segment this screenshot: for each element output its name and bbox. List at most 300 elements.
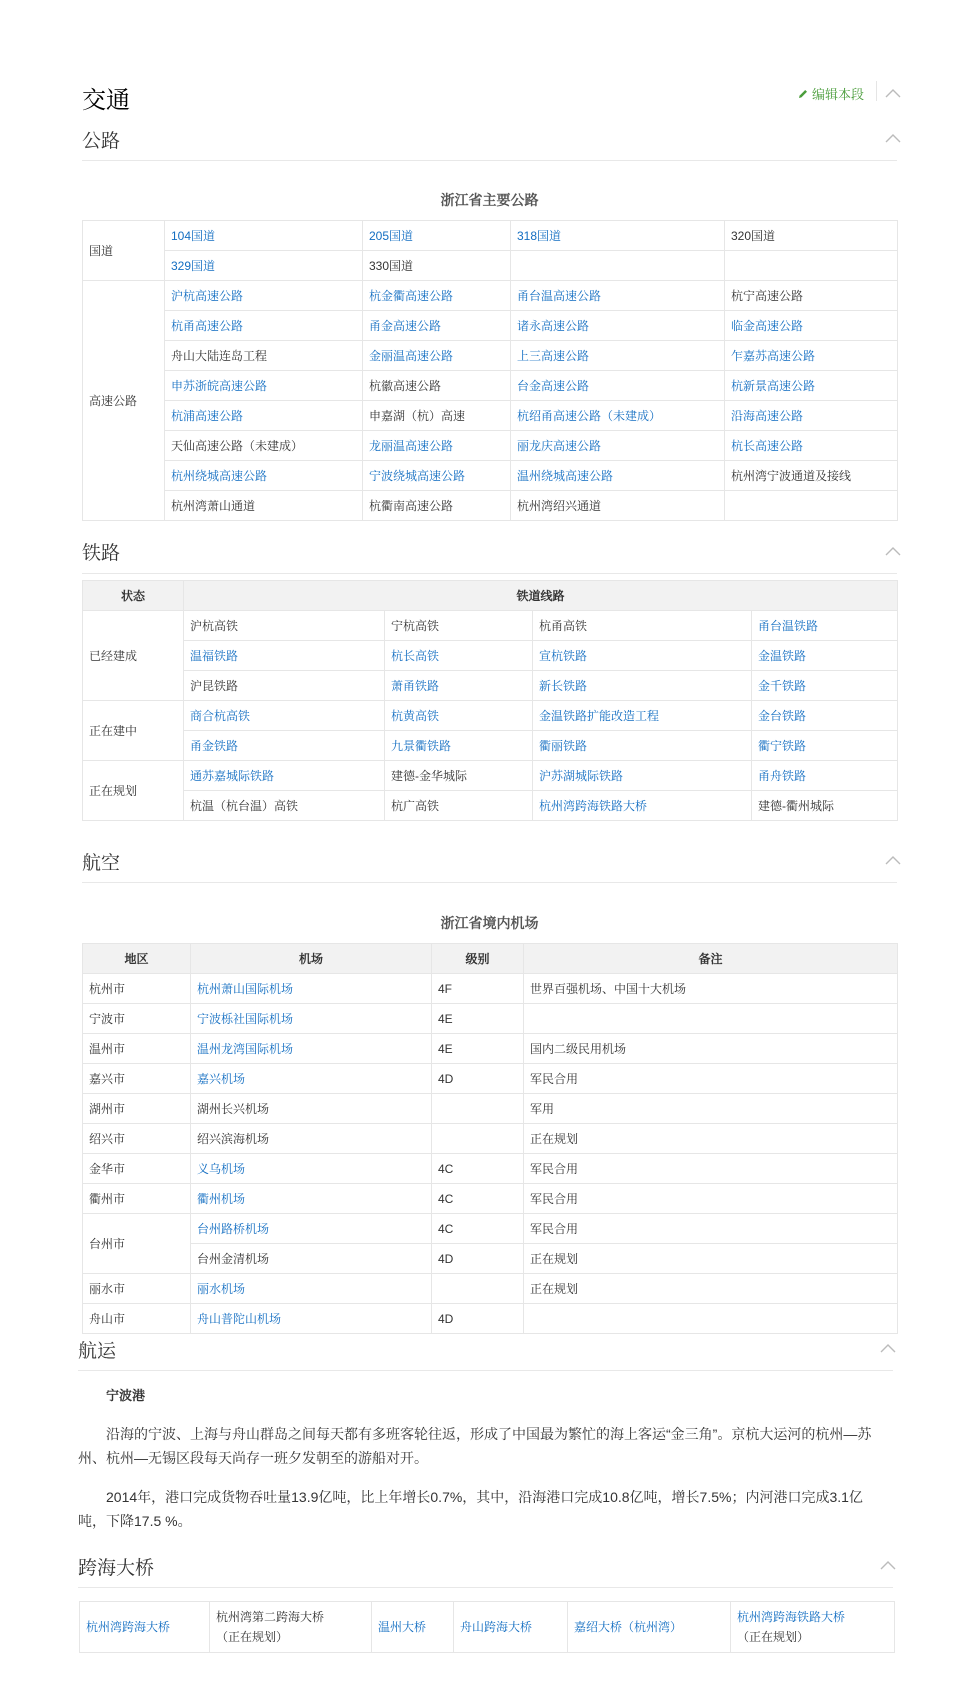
entry-link[interactable]: 新长铁路 xyxy=(539,679,588,693)
table-cell xyxy=(191,1214,432,1244)
table-cell xyxy=(165,371,363,401)
table-cell xyxy=(725,461,898,491)
table-cell xyxy=(165,341,363,371)
entry-text: 正在规划 xyxy=(530,1282,579,1296)
table-cell xyxy=(432,1184,524,1214)
collapse-aviation-icon[interactable] xyxy=(885,855,901,865)
entry-link[interactable]: 沪苏湖城际铁路 xyxy=(539,769,624,783)
entry-text: 沪杭高铁 xyxy=(190,619,239,633)
entry-text: 湖州市 xyxy=(89,1102,126,1116)
entry-link[interactable]: 诸永高速公路 xyxy=(517,319,590,333)
entry-text: 国道 xyxy=(89,244,114,258)
entry-text: 330国道 xyxy=(369,259,414,273)
railway-table xyxy=(82,580,898,821)
bridge-link[interactable]: 温州大桥 xyxy=(378,1620,427,1634)
entry-link[interactable]: 温福铁路 xyxy=(190,649,239,663)
table-cell xyxy=(432,1034,524,1064)
aviation-caption: 浙江省境内机场 xyxy=(440,915,539,931)
entry-text: 已经建成 xyxy=(89,649,138,663)
bridge-link[interactable]: 嘉绍大桥（杭州湾） xyxy=(574,1620,683,1634)
entry-text: 4E xyxy=(438,1011,453,1026)
entry-text: 杭州湾宁波通道及接线 xyxy=(731,469,852,483)
airport-header: 级别 xyxy=(432,944,524,974)
table-cell xyxy=(385,611,533,641)
table-cell xyxy=(363,221,511,251)
airport-header: 机场 xyxy=(191,944,432,974)
table-cell xyxy=(725,431,898,461)
entry-text: 4C xyxy=(438,1191,454,1206)
table-cell xyxy=(385,731,533,761)
entry-text: 温州市 xyxy=(89,1042,126,1056)
table-cell xyxy=(432,1154,524,1184)
entry-text: 4D xyxy=(438,1311,454,1326)
table-row xyxy=(83,641,898,671)
entry-link[interactable]: 丽水机场 xyxy=(197,1282,246,1296)
table-row xyxy=(83,221,898,251)
table-cell xyxy=(725,221,898,251)
header-divider xyxy=(876,81,877,101)
table-cell xyxy=(165,401,363,431)
entry-text: 杭州湾绍兴通道 xyxy=(517,499,602,513)
table-cell xyxy=(511,311,725,341)
table-cell xyxy=(725,251,898,281)
table-cell xyxy=(184,641,385,671)
entry-link[interactable]: 318国道 xyxy=(517,229,562,243)
table-cell xyxy=(511,281,725,311)
entry-text: 杭衢南高速公路 xyxy=(369,499,454,513)
bridge-cell xyxy=(568,1602,731,1653)
shipping-paragraph-2: 2014年，港口完成货物吞吐量13.9亿吨，比上年增长0.7%，其中，沿海港口完成10.8亿吨，增长7.5%；内河港口完成3.1亿吨，下降17.5 %。 xyxy=(78,1489,863,1529)
table-cell xyxy=(725,281,898,311)
table-row xyxy=(83,731,898,761)
collapse-section-icon[interactable] xyxy=(885,88,901,98)
entry-text: 4D xyxy=(438,1071,454,1086)
entry-text: 舟山市 xyxy=(89,1312,126,1326)
entry-link[interactable]: 杭甬高速公路 xyxy=(171,319,244,333)
entry-text: 天仙高速公路（未建成） xyxy=(171,439,304,453)
entry-link[interactable]: 金千铁路 xyxy=(758,679,807,693)
entry-link[interactable]: 杭州萧山国际机场 xyxy=(197,982,294,996)
table-cell xyxy=(363,281,511,311)
entry-link[interactable]: 宁波栎社国际机场 xyxy=(197,1012,294,1026)
table-cell xyxy=(83,1154,191,1184)
table-cell xyxy=(191,1244,432,1274)
entry-link[interactable]: 萧甬铁路 xyxy=(391,679,440,693)
table-row xyxy=(83,1244,898,1274)
table-cell xyxy=(363,251,511,281)
entry-text: 嘉兴市 xyxy=(89,1072,126,1086)
entry-text: 军民合用 xyxy=(530,1162,579,1176)
entry-text: 绍兴市 xyxy=(89,1132,126,1146)
entry-link[interactable]: 杭州湾跨海铁路大桥 xyxy=(539,799,648,813)
bridge-link[interactable]: 杭州湾跨海大桥 xyxy=(86,1620,171,1634)
heading-bridges: 跨海大桥 xyxy=(78,1558,155,1579)
entry-link[interactable]: 丽龙庆高速公路 xyxy=(517,439,602,453)
table-cell xyxy=(524,1274,898,1304)
airport-header: 地区 xyxy=(83,944,191,974)
table-cell xyxy=(165,221,363,251)
edit-section-label: 编辑本段 xyxy=(812,87,865,102)
table-row xyxy=(83,491,898,521)
entry-text: 杭徽高速公路 xyxy=(369,379,442,393)
heading-shipping: 航运 xyxy=(78,1341,117,1362)
table-cell xyxy=(191,1094,432,1124)
entry-link[interactable]: 沿海高速公路 xyxy=(731,409,804,423)
entry-link[interactable]: 临金高速公路 xyxy=(731,319,804,333)
table-cell xyxy=(432,1244,524,1274)
table-cell xyxy=(363,461,511,491)
table-row xyxy=(83,1304,898,1334)
entry-link[interactable]: 嘉兴机场 xyxy=(197,1072,246,1086)
collapse-railway-icon[interactable] xyxy=(885,546,901,556)
entry-text: 军民合用 xyxy=(530,1222,579,1236)
entry-text: 建德-衢州城际 xyxy=(758,799,834,813)
collapse-bridges-icon[interactable] xyxy=(880,1560,896,1570)
entry-link[interactable]: 杭绍甬高速公路（未建成） xyxy=(517,409,662,423)
divider xyxy=(82,882,897,883)
bridge-cell xyxy=(210,1602,372,1653)
table-cell xyxy=(725,311,898,341)
table-cell xyxy=(432,1124,524,1154)
entry-link[interactable]: 通苏嘉城际铁路 xyxy=(190,769,275,783)
entry-link[interactable]: 申苏浙皖高速公路 xyxy=(171,379,268,393)
table-cell xyxy=(363,371,511,401)
table-row xyxy=(83,1124,898,1154)
table-cell xyxy=(524,1214,898,1244)
entry-link[interactable]: 温州龙湾国际机场 xyxy=(197,1042,294,1056)
entry-text: 宁波市 xyxy=(89,1012,126,1026)
page-title: 交通 xyxy=(82,87,130,114)
table-row xyxy=(83,341,898,371)
table-cell xyxy=(191,974,432,1004)
table-cell xyxy=(363,401,511,431)
entry-link[interactable]: 衢州机场 xyxy=(197,1192,246,1206)
table-cell xyxy=(511,221,725,251)
entry-text: 杭宁高速公路 xyxy=(731,289,804,303)
table-row xyxy=(83,1004,898,1034)
table-cell xyxy=(752,731,898,761)
table-cell xyxy=(83,1094,191,1124)
table-cell xyxy=(83,701,184,761)
table-cell xyxy=(432,974,524,1004)
entry-text: 丽水市 xyxy=(89,1282,126,1296)
bridge-link[interactable]: 杭州湾跨海铁路大桥 xyxy=(737,1610,846,1624)
entry-text: 320国道 xyxy=(731,229,776,243)
table-row xyxy=(83,401,898,431)
divider xyxy=(82,573,897,574)
table-cell xyxy=(165,431,363,461)
table-cell xyxy=(83,1304,191,1334)
heading-railway: 铁路 xyxy=(82,543,121,564)
table-cell xyxy=(184,701,385,731)
entry-link[interactable]: 甬金高速公路 xyxy=(369,319,442,333)
entry-text: 申嘉湖（杭）高速 xyxy=(369,409,466,423)
entry-link[interactable]: 甬台温铁路 xyxy=(758,619,819,633)
entry-text: 正在规划 xyxy=(530,1252,579,1266)
table-cell xyxy=(533,641,752,671)
entry-text: 4C xyxy=(438,1161,454,1176)
table-cell xyxy=(184,731,385,761)
entry-link[interactable]: 金丽温高速公路 xyxy=(369,349,454,363)
entry-text: 4F xyxy=(438,981,453,996)
table-cell xyxy=(432,1304,524,1334)
bridge-text: 杭州湾第二跨海大桥 xyxy=(216,1610,325,1624)
entry-link[interactable]: 九景衢铁路 xyxy=(391,739,452,753)
table-cell xyxy=(511,461,725,491)
divider xyxy=(82,160,897,161)
table-row xyxy=(83,281,898,311)
entry-text: 正在规划 xyxy=(89,784,138,798)
highway-table xyxy=(82,220,898,521)
divider xyxy=(78,1370,893,1371)
table-cell xyxy=(83,1034,191,1064)
entry-text: 衢州市 xyxy=(89,1192,126,1206)
table-cell xyxy=(83,1004,191,1034)
pencil-icon xyxy=(797,88,809,100)
entry-link[interactable]: 杭浦高速公路 xyxy=(171,409,244,423)
bridge-link[interactable]: 舟山跨海大桥 xyxy=(460,1620,533,1634)
entry-link[interactable]: 杭州绕城高速公路 xyxy=(171,469,268,483)
table-cell xyxy=(191,1154,432,1184)
entry-link[interactable]: 上三高速公路 xyxy=(517,349,590,363)
table-cell xyxy=(83,1274,191,1304)
table-cell xyxy=(533,791,752,821)
bridge-status: （正在规划） xyxy=(216,1630,289,1644)
table-cell xyxy=(511,401,725,431)
table-cell xyxy=(432,1214,524,1244)
entry-link[interactable]: 舟山普陀山机场 xyxy=(197,1312,282,1326)
entry-link[interactable]: 温州绕城高速公路 xyxy=(517,469,614,483)
table-cell xyxy=(83,1064,191,1094)
entry-text: 沪昆铁路 xyxy=(190,679,239,693)
entry-link[interactable]: 台州路桥机场 xyxy=(197,1222,270,1236)
table-cell xyxy=(524,1034,898,1064)
entry-text: 宁杭高铁 xyxy=(391,619,440,633)
table-row xyxy=(83,761,898,791)
bridge-cell xyxy=(372,1602,454,1653)
table-cell xyxy=(533,701,752,731)
entry-link[interactable]: 义乌机场 xyxy=(197,1162,246,1176)
entry-text: 台州金清机场 xyxy=(197,1252,270,1266)
entry-text: 杭州市 xyxy=(89,982,126,996)
table-cell xyxy=(511,491,725,521)
table-row xyxy=(83,671,898,701)
bridge-cell xyxy=(454,1602,568,1653)
table-cell xyxy=(385,641,533,671)
table-row xyxy=(83,1184,898,1214)
entry-link[interactable]: 104国道 xyxy=(171,229,216,243)
entry-text: 杭温（杭台温）高铁 xyxy=(190,799,299,813)
table-cell xyxy=(385,671,533,701)
table-cell xyxy=(363,311,511,341)
table-cell xyxy=(511,371,725,401)
table-cell xyxy=(165,281,363,311)
table-row xyxy=(83,461,898,491)
entry-link[interactable]: 甬舟铁路 xyxy=(758,769,807,783)
table-cell xyxy=(83,611,184,701)
table-cell xyxy=(533,761,752,791)
table-row xyxy=(83,1094,898,1124)
table-cell xyxy=(524,1304,898,1334)
entry-text: 4D xyxy=(438,1251,454,1266)
entry-link[interactable]: 宣杭铁路 xyxy=(539,649,588,663)
collapse-shipping-icon[interactable] xyxy=(880,1343,896,1353)
table-cell xyxy=(363,341,511,371)
entry-text: 军民合用 xyxy=(530,1072,579,1086)
table-cell xyxy=(83,761,184,821)
divider xyxy=(78,1587,893,1588)
entry-text: 高速公路 xyxy=(89,394,138,408)
table-cell xyxy=(752,671,898,701)
railway-header-status: 状态 xyxy=(83,581,184,611)
shipping-paragraph-1: 沿海的宁波、上海与舟山群岛之间每天都有多班客轮往返，形成了中国最为繁忙的海上客运“金三角”。京杭大运河的杭州—苏州、杭州—无锡区段每天尚存一班夕发朝至的游船对开。 xyxy=(78,1426,872,1466)
entry-text: 绍兴滨海机场 xyxy=(197,1132,270,1146)
edit-section-button[interactable] xyxy=(797,84,864,103)
entry-link[interactable]: 宁波绕城高速公路 xyxy=(369,469,466,483)
table-cell xyxy=(511,341,725,371)
table-cell xyxy=(385,701,533,731)
entry-text: 4C xyxy=(438,1221,454,1236)
table-cell xyxy=(533,611,752,641)
table-cell xyxy=(524,1094,898,1124)
entry-link[interactable]: 甬台温高速公路 xyxy=(517,289,602,303)
heading-aviation: 航空 xyxy=(82,853,121,874)
table-cell xyxy=(165,311,363,341)
table-cell xyxy=(752,701,898,731)
table-cell xyxy=(191,1274,432,1304)
table-row xyxy=(83,1154,898,1184)
table-cell xyxy=(191,1184,432,1214)
bridge-status: （正在规划） xyxy=(737,1630,810,1644)
table-cell xyxy=(524,1004,898,1034)
entry-link[interactable]: 205国道 xyxy=(369,229,414,243)
entry-link[interactable]: 衢丽铁路 xyxy=(539,739,588,753)
entry-text: 军用 xyxy=(530,1102,555,1116)
entry-text: 湖州长兴机场 xyxy=(197,1102,270,1116)
table-row xyxy=(83,371,898,401)
entry-link[interactable]: 金温铁路 xyxy=(758,649,807,663)
table-cell xyxy=(363,491,511,521)
table-row xyxy=(83,431,898,461)
table-cell xyxy=(511,431,725,461)
table-cell xyxy=(184,761,385,791)
table-cell xyxy=(83,1184,191,1214)
table-row xyxy=(83,1274,898,1304)
bridge-cell xyxy=(80,1602,210,1653)
entry-link[interactable]: 乍嘉苏高速公路 xyxy=(731,349,816,363)
table-cell xyxy=(725,341,898,371)
entry-text: 杭州湾萧山通道 xyxy=(171,499,256,513)
entry-text: 军民合用 xyxy=(530,1192,579,1206)
table-cell xyxy=(533,731,752,761)
entry-text: 杭广高铁 xyxy=(391,799,440,813)
bridge-table xyxy=(79,1601,895,1653)
table-row xyxy=(83,791,898,821)
entry-text: 4E xyxy=(438,1041,453,1056)
table-row xyxy=(83,701,898,731)
table-cell xyxy=(725,401,898,431)
table-cell xyxy=(191,1124,432,1154)
table-cell xyxy=(725,371,898,401)
entry-link[interactable]: 杭长高速公路 xyxy=(731,439,804,453)
entry-link[interactable]: 杭新景高速公路 xyxy=(731,379,816,393)
table-cell xyxy=(432,1094,524,1124)
entry-link[interactable]: 衢宁铁路 xyxy=(758,739,807,753)
table-cell xyxy=(725,491,898,521)
table-cell xyxy=(83,1214,191,1274)
entry-text: 正在建中 xyxy=(89,724,138,738)
table-cell xyxy=(385,791,533,821)
heading-highway: 公路 xyxy=(82,131,121,152)
entry-link[interactable]: 台金高速公路 xyxy=(517,379,590,393)
entry-link[interactable]: 龙丽温高速公路 xyxy=(369,439,454,453)
entry-text: 建德-金华城际 xyxy=(391,769,467,783)
entry-text: 舟山大陆连岛工程 xyxy=(171,349,268,363)
entry-link[interactable]: 329国道 xyxy=(171,259,216,273)
table-cell xyxy=(533,671,752,701)
table-cell xyxy=(752,791,898,821)
entry-link[interactable]: 杭长高铁 xyxy=(391,649,440,663)
bridge-cell xyxy=(731,1602,895,1653)
table-cell xyxy=(524,1154,898,1184)
table-cell xyxy=(524,1064,898,1094)
highway-caption: 浙江省主要公路 xyxy=(440,192,539,208)
table-cell xyxy=(752,611,898,641)
port-subtitle: 宁波港 xyxy=(106,1388,146,1403)
table-cell xyxy=(752,761,898,791)
entry-text: 台州市 xyxy=(89,1237,126,1251)
airport-table xyxy=(82,943,898,1334)
entry-text: 世界百强机场、中国十大机场 xyxy=(530,982,687,996)
table-row xyxy=(83,1214,898,1244)
table-cell xyxy=(191,1304,432,1334)
table-cell xyxy=(363,431,511,461)
entry-link[interactable]: 杭黄高铁 xyxy=(391,709,440,723)
entry-text: 杭甬高铁 xyxy=(539,619,588,633)
table-cell xyxy=(83,281,165,521)
table-cell xyxy=(165,461,363,491)
entry-text: 国内二级民用机场 xyxy=(530,1042,627,1056)
table-cell xyxy=(83,221,165,281)
table-cell xyxy=(191,1064,432,1094)
entry-text: 金华市 xyxy=(89,1162,126,1176)
table-cell xyxy=(432,1004,524,1034)
table-cell xyxy=(432,1064,524,1094)
table-cell xyxy=(83,974,191,1004)
table-cell xyxy=(184,611,385,641)
entry-link[interactable]: 金温铁路扩能改造工程 xyxy=(539,709,660,723)
entry-link[interactable]: 商合杭高铁 xyxy=(190,709,251,723)
entry-link[interactable]: 杭金衢高速公路 xyxy=(369,289,454,303)
collapse-highway-icon[interactable] xyxy=(885,133,901,143)
entry-link[interactable]: 金台铁路 xyxy=(758,709,807,723)
entry-link[interactable]: 沪杭高速公路 xyxy=(171,289,244,303)
table-cell xyxy=(184,791,385,821)
table-cell xyxy=(165,251,363,281)
entry-text: 正在规划 xyxy=(530,1132,579,1146)
table-cell xyxy=(752,641,898,671)
table-row xyxy=(83,311,898,341)
table-cell xyxy=(191,1004,432,1034)
railway-header-lines: 铁道线路 xyxy=(184,581,898,611)
table-row xyxy=(83,1064,898,1094)
table-cell xyxy=(165,491,363,521)
table-row xyxy=(83,611,898,641)
table-cell xyxy=(524,1244,898,1274)
table-cell xyxy=(511,251,725,281)
table-cell xyxy=(524,1124,898,1154)
entry-link[interactable]: 甬金铁路 xyxy=(190,739,239,753)
